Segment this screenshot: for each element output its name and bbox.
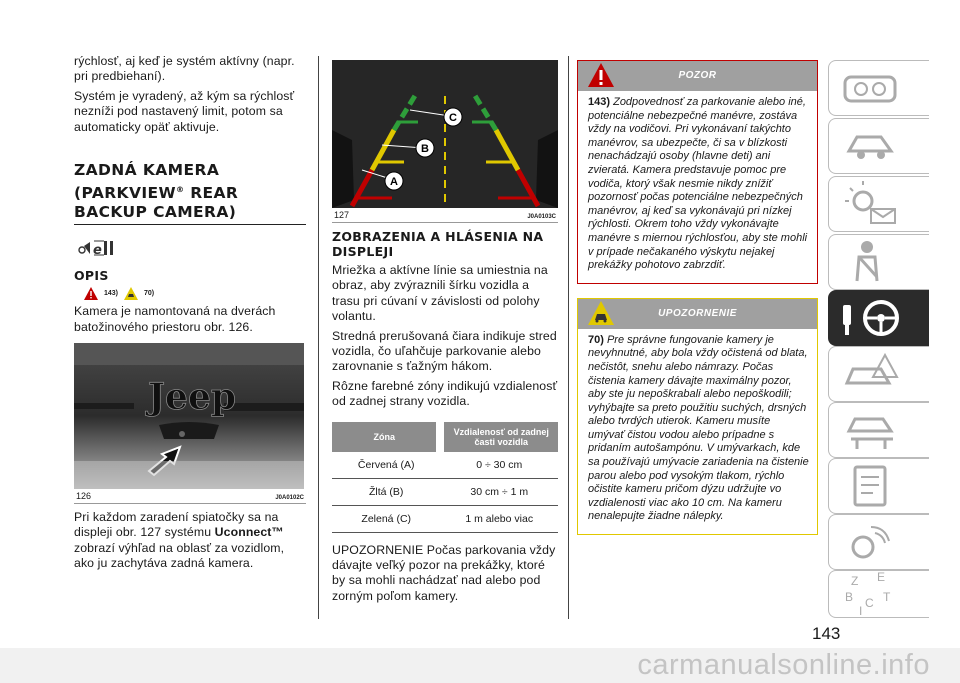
seat-belt-icon [841,237,901,287]
paragraph: Kamera je namontovaná na dverách batožinového priestoru obr. 126. [74,304,276,334]
table-cell: Zelená (C) [332,505,440,532]
table-cell: 1 m alebo viac [440,505,558,532]
table-cell: Žltá (B) [332,478,440,505]
brand-name: Uconnect™ [214,525,284,540]
column-divider [318,56,319,619]
section-heading [74,161,306,222]
zone-label-b: B [421,143,429,155]
warning-title: POZOR [678,70,717,81]
paragraph [74,510,306,572]
zone-label-c: C [449,112,457,124]
table-row [332,478,558,505]
paragraph: Stredná prerušovaná čiara indikuje stred vozidla, čo uľahčuje parkovanie alebo zarovnanie s ťažným hákom. [332,328,557,374]
notice-triangle-icon [588,301,614,325]
alphabet-index-icon [837,571,907,617]
heading-rule [74,224,306,225]
tab-starting-driving[interactable] [828,290,929,346]
paragraph: UPOZORNENIE Počas parkovania vždy dávajte veľký pozor na prekážky, ktoré by sa mohli nachádzať nad alebo pod zorným poľom kamery. [332,542,556,603]
column-divider [568,56,569,619]
column-1 [74,54,306,576]
notice-title: UPOZORNENIE [658,307,737,319]
watermark: carmanualsonline.info [0,648,960,683]
car-lift-icon [841,405,901,455]
warning-box [577,60,818,284]
tab-specifications[interactable] [828,458,929,514]
warning-light-icon [841,179,901,229]
index-letter: E [877,571,886,584]
tab-multimedia[interactable] [828,514,929,570]
subheading: OPIS [74,268,109,284]
paragraph: Rôzne farebné zóny indikujú vzdialenosť od zadnej strany vozidla. [332,378,558,409]
tailgate-photo [74,343,304,489]
table-cell: 30 cm ÷ 1 m [440,478,558,505]
column-3 [577,60,818,549]
notice-body [578,329,817,534]
index-letter: I [859,604,863,617]
notice-box-header [578,299,817,329]
figure-caption [332,208,558,223]
car-key-icon [841,121,901,171]
registered-mark: ® [176,185,185,195]
figure-number: 126 [76,491,92,501]
warning-text: Zodpovednosť za parkovanie alebo iné, potenciálne nebezpečné manévre, zostáva vždy na vodičovi. Pri vykonávaní takýchto manévrov, sa ubezpečte, či sa v blízkosti nenachádzajú osoby (hlavne deti) ani zvieratá. Kamera predstavuje pomoc pre vodiča, ktorý však nesmie nikdy znížiť pozornosť počas potenciálne nebezpečných manévrov, aj keď sa vykonávajú pri nízkej rýchlosti. Okrem toho vždy vykonávajte manévre s miernou rýchlosťou, aby ste mohli v prípade nečakaného výskytu nejakej prekážky pohotovo zabrzdiť. [588,96,808,272]
text: Pri každom zaradení spiatočky sa na displeji obr. 127 systému [74,510,279,540]
index-letter: Z [851,574,859,588]
text: zobrazí výhľad na oblasť za vozidlom, ako ju zachytáva zadná kamera. [74,540,285,571]
notice-ref: 70) [144,290,155,298]
warning-box-header [578,61,817,91]
notice-ref: 70) [588,333,604,346]
zones-table [332,422,558,533]
jeep-logo: Jeep [148,376,237,418]
tab-emergency[interactable] [828,346,929,402]
column-2 [332,60,558,608]
table-header: Zóna [332,422,440,452]
table-cell: Červená (A) [332,452,440,479]
index-letter: C [865,596,874,610]
specifications-icon [841,461,901,511]
zone-label-a: A [390,176,398,188]
table-header: Vzdialenosť od zadnej časti vozidla [440,422,558,452]
warning-triangle-icon [84,287,98,300]
heading-text: REAR [184,184,239,203]
tab-servicing[interactable] [828,402,929,458]
section-heading: ZOBRAZENIA A HLÁSENIA NA DISPLEJI [332,229,544,259]
index-letter: T [883,590,891,604]
tab-dashboard[interactable] [828,60,929,116]
warning-ref: 143) [588,96,611,108]
paragraph: Systém je vyradený, až kým sa rýchlosť nezníži pod nastavený limit, potom sa automaticky opäť aktivuje. [74,88,295,134]
page-number: 143 [812,624,841,643]
heading-line [74,180,306,203]
steering-wheel-icon [837,291,907,345]
heading-text: (PARKVIEW [74,184,177,203]
figure-code: J0A0102C [275,495,304,501]
heading-line: BACKUP CAMERA) [74,203,237,222]
tab-key[interactable] [828,118,929,174]
figure-caption [74,489,306,504]
paragraph: rýchlosť, aj keď je systém aktívny (napr. pri predbiehaní). [74,54,295,84]
heading-line: ZADNÁ KAMERA [74,161,220,180]
notice-text: Pre správne fungovanie kamery je nevyhnutné, aby bola vždy očistená od blata, nečistôt, snehu alebo námrazy. Počas čistenia kamery dávajte maximálny pozor, aby ste ju nepoškrabali alebo nepoškodili; vyhýbajte sa preto použitiu suchých, drsných alebo tvrdých utierok. Kameru musíte umývať čistou vodou alebo prípadne s pridaním autošampónu. V umývarkach, kde sa používajú umývacie zariadenia na čistenie parou alebo pod vysokým tlakom, rýchlo očistite kameru pričom dýzu udržujte vo vzdialenosti viac ako 10 cm. Na kameru nenalepujte žiadne nálepky. [588,333,809,523]
table-row [332,452,558,479]
notice-triangle-icon [124,287,138,300]
warning-body [578,91,817,283]
index-letter: B [845,590,854,604]
multimedia-icon [841,517,901,567]
reference-row [84,287,306,300]
paragraph: Mriežka a aktívne línie sa umiestnia na obraz, aby zvýraznili šírku vozidla a trasu pri cúvaní v závislosti od polohy volantu. [332,263,548,324]
svg-text:e: e [93,243,102,258]
table-header-row [332,422,558,452]
emergency-car-icon [841,349,901,399]
camera-display-image [332,60,558,208]
table-row [332,505,558,532]
table-cell: 0 ÷ 30 cm [440,452,558,479]
tab-safety[interactable] [828,234,929,290]
camera-icon [76,237,306,262]
warning-triangle-icon [588,63,614,87]
notice-box [577,298,818,535]
tab-index[interactable] [828,570,929,618]
tab-warning-lights[interactable] [828,176,929,232]
figure-code: J0A0103C [527,214,556,220]
figure-number: 127 [334,210,350,220]
car-dashboard-icon [841,63,901,113]
warning-ref: 143) [104,290,119,298]
